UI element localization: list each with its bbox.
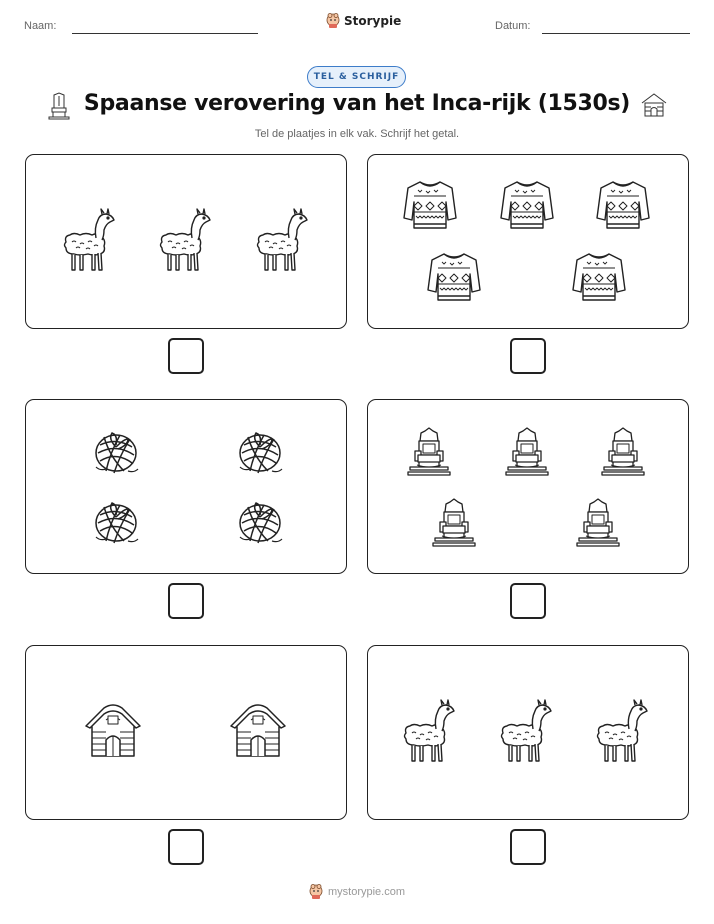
throne-icon	[505, 427, 549, 477]
yarn-icon	[90, 427, 142, 477]
answer-box-6[interactable]	[510, 829, 546, 865]
yarn-icon	[234, 497, 286, 547]
answer-box-3[interactable]	[168, 583, 204, 619]
instructions: Tel de plaatjes in elk vak. Schrijf het getal.	[254, 128, 460, 140]
counting-box-3	[25, 399, 347, 574]
brick-house-icon	[640, 92, 668, 118]
name-label: Naam:	[24, 20, 57, 32]
brick-house-icon	[82, 702, 144, 760]
alpaca-icon	[60, 208, 120, 276]
counting-box-5	[25, 645, 347, 820]
date-field[interactable]	[542, 33, 690, 34]
mascot-icon	[309, 884, 323, 900]
sweater-icon	[571, 250, 627, 304]
answer-box-5[interactable]	[168, 829, 204, 865]
page-title: Spaanse verovering van het Inca-rijk (1530s)	[83, 91, 631, 116]
throne-icon	[601, 427, 645, 477]
name-field[interactable]	[72, 33, 258, 34]
alpaca-icon	[156, 208, 216, 276]
mascot-icon	[326, 13, 340, 29]
throne-icon	[432, 498, 476, 548]
brand-name: Storypie	[344, 14, 402, 28]
alpaca-icon	[497, 699, 557, 767]
brand-logo	[326, 13, 401, 29]
footer-url[interactable]: mystorypie.com	[327, 886, 406, 898]
date-label: Datum:	[495, 20, 531, 32]
sweater-icon	[595, 178, 651, 232]
yarn-icon	[90, 497, 142, 547]
sweater-icon	[402, 178, 458, 232]
brick-house-icon	[227, 702, 289, 760]
answer-box-1[interactable]	[168, 338, 204, 374]
sweater-icon	[426, 250, 482, 304]
counting-box-4	[367, 399, 689, 574]
alpaca-icon	[253, 208, 313, 276]
throne-icon	[576, 498, 620, 548]
yarn-icon	[234, 427, 286, 477]
answer-box-4[interactable]	[510, 583, 546, 619]
activity-badge: TEL & SCHRIJF	[307, 66, 406, 88]
alpaca-icon	[593, 699, 653, 767]
alpaca-icon	[400, 699, 460, 767]
answer-box-2[interactable]	[510, 338, 546, 374]
footer	[0, 884, 714, 900]
sweater-icon	[499, 178, 555, 232]
throne-icon	[407, 427, 451, 477]
